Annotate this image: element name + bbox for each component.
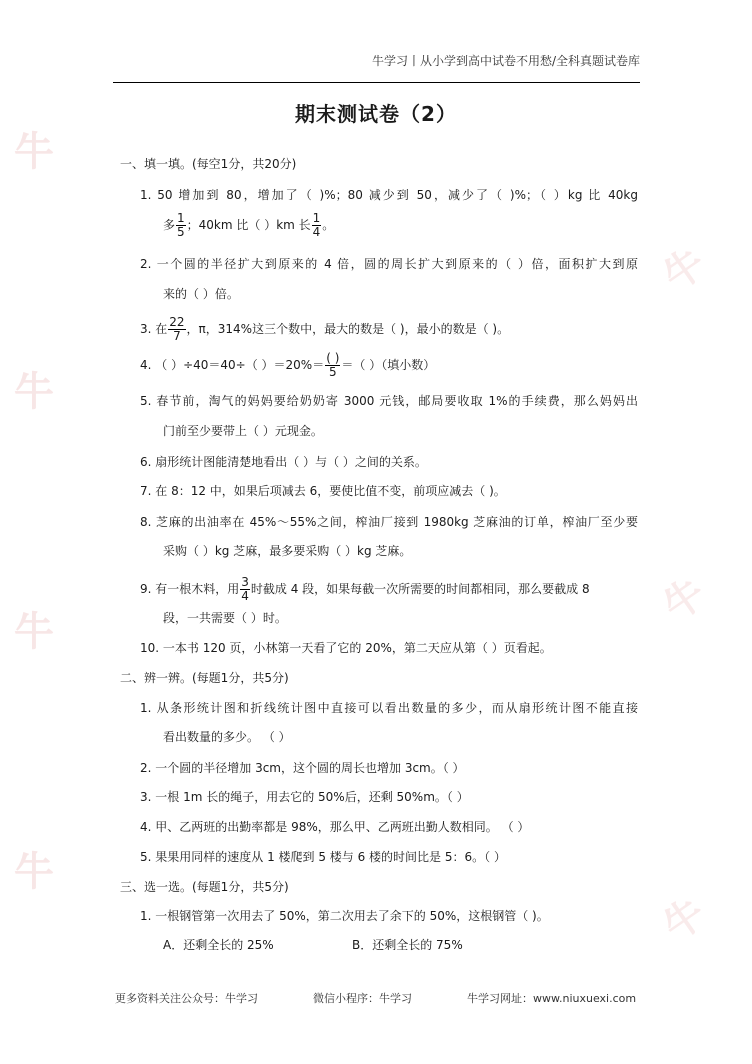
footer-website-link[interactable]: www.niuxuexi.com: [533, 992, 637, 1005]
judge-2: 2. 一个圆的半径增加 3cm，这个圆的周长也增加 3cm。（ ）: [140, 761, 465, 775]
choice-option-b: B．还剩全长的 75%: [352, 938, 463, 952]
question-9-line-1: 9. 有一根木料，用 $\frac{3}{4}$ 时截成 4 段，如果每截一次所需要的时间都相同，那么要截成 8: [140, 575, 590, 603]
watermark-logo: 牛: [14, 849, 54, 895]
footer-mini-program: 微信小程序：牛学习: [313, 992, 412, 1005]
question-9-line-2: 段，一共需要（ ）时。: [163, 611, 287, 625]
footer-website-label: 牛学习网址：: [467, 992, 533, 1005]
fraction: $\frac{( )}{5}$: [326, 351, 340, 379]
watermark-logo: 牛: [655, 569, 715, 631]
choice-option-a: A．还剩全长的 25%: [163, 938, 274, 952]
section-heading: 二、辨一辨。(每题1分，共5分): [120, 671, 289, 685]
question-8-line-2: 采购（ ）kg 芝麻，最多要采购（ ）kg 芝麻。: [163, 544, 412, 558]
section-heading: 一、填一填。(每空1分，共20分): [120, 157, 297, 171]
question-5-line-2: 门前至少要带上（ ）元现金。: [163, 424, 323, 438]
question-6: 6. 扇形统计图能清楚地看出（ ）与（ ）之间的关系。: [140, 455, 427, 469]
watermark-logo: 牛: [655, 239, 715, 301]
question-10: 10. 一本书 120 页，小林第一天看了它的 20%，第二天应从第（ ）页看起。: [140, 641, 552, 655]
question-7: 7. 在 8：12 中，如果后项减去 6，要使比值不变，前项应减去（ )。: [140, 484, 506, 498]
fraction: $\frac{3}{4}$: [241, 575, 249, 603]
question-2-line-2: 来的（ ）倍。: [163, 287, 239, 301]
section-heading: 三、选一选。(每题1分，共5分): [120, 880, 289, 894]
fraction: $\frac{1}{4}$: [312, 211, 321, 239]
question-2-line-1: 2. 一个圆的半径扩大到原来的 4 倍，圆的周长扩大到原来的（ ）倍，面积扩大到原: [140, 257, 638, 271]
judge-1-line-1: 1. 从条形统计图和折线统计图中直接可以看出数量的多少，而从扇形统计图不能直接: [140, 701, 638, 715]
page-title: 期末测试卷（2）: [295, 102, 457, 126]
question-1-line-1: 1. 50 增加到 80，增加了（ )%；80 减少到 50，减少了（ )%；（ ）kg 比 40kg: [140, 188, 638, 202]
judge-3: 3. 一根 1m 长的绳子，用去它的 50%后，还剩 50%m。（ ）: [140, 790, 469, 804]
choice-1: 1. 一根钢管第一次用去了 50%，第二次用去了余下的 50%，这根钢管（ )。: [140, 909, 549, 923]
question-3: 3. 在 $\frac{22}{7}$ ，π，314%这三个数中，最大的数是（ )，最小的数是（ )。: [140, 315, 510, 343]
watermark-logo: 牛: [14, 609, 54, 655]
footer-website: [467, 990, 636, 1006]
page-header: 牛学习丨从小学到高中试卷不用愁/全科真题试卷库: [371, 54, 640, 68]
fraction: $\frac{22}{7}$: [169, 315, 185, 343]
question-5-line-1: 5. 春节前，淘气的妈妈要给奶奶寄 3000 元钱，邮局要收取 1%的手续费，那么妈妈出: [140, 394, 638, 408]
question-1-line-2: 多 $\frac{1}{5}$ ；40km 比（ ）km 长 $\frac{1}{4}$ 。: [163, 211, 335, 239]
judge-4: 4. 甲、乙两班的出勤率都是 98%，那么甲、乙两班出勤人数相同。 （ ）: [140, 820, 530, 834]
watermark-logo: 牛: [655, 889, 715, 951]
footer-wechat-account: 更多资料关注公众号：牛学习: [115, 992, 258, 1005]
fraction: $\frac{1}{5}$: [177, 211, 185, 239]
judge-5: 5. 果果用同样的速度从 1 楼爬到 5 楼与 6 楼的时间比是 5：6。（ ）: [140, 850, 506, 864]
question-8-line-1: 8. 芝麻的出油率在 45%～55%之间，榨油厂接到 1980kg 芝麻油的订单，榨油厂至少要: [140, 515, 638, 529]
judge-1-line-2: 看出数量的多少。 （ ）: [163, 730, 291, 744]
header-divider: [113, 82, 640, 83]
question-4: 4. （ ）÷40＝40÷（ ）＝20%＝ $\frac{( )}{5}$ ＝（ ）（填小数）: [140, 351, 436, 379]
watermark-logo: 牛: [14, 369, 54, 415]
watermark-logo: 牛: [14, 129, 54, 175]
